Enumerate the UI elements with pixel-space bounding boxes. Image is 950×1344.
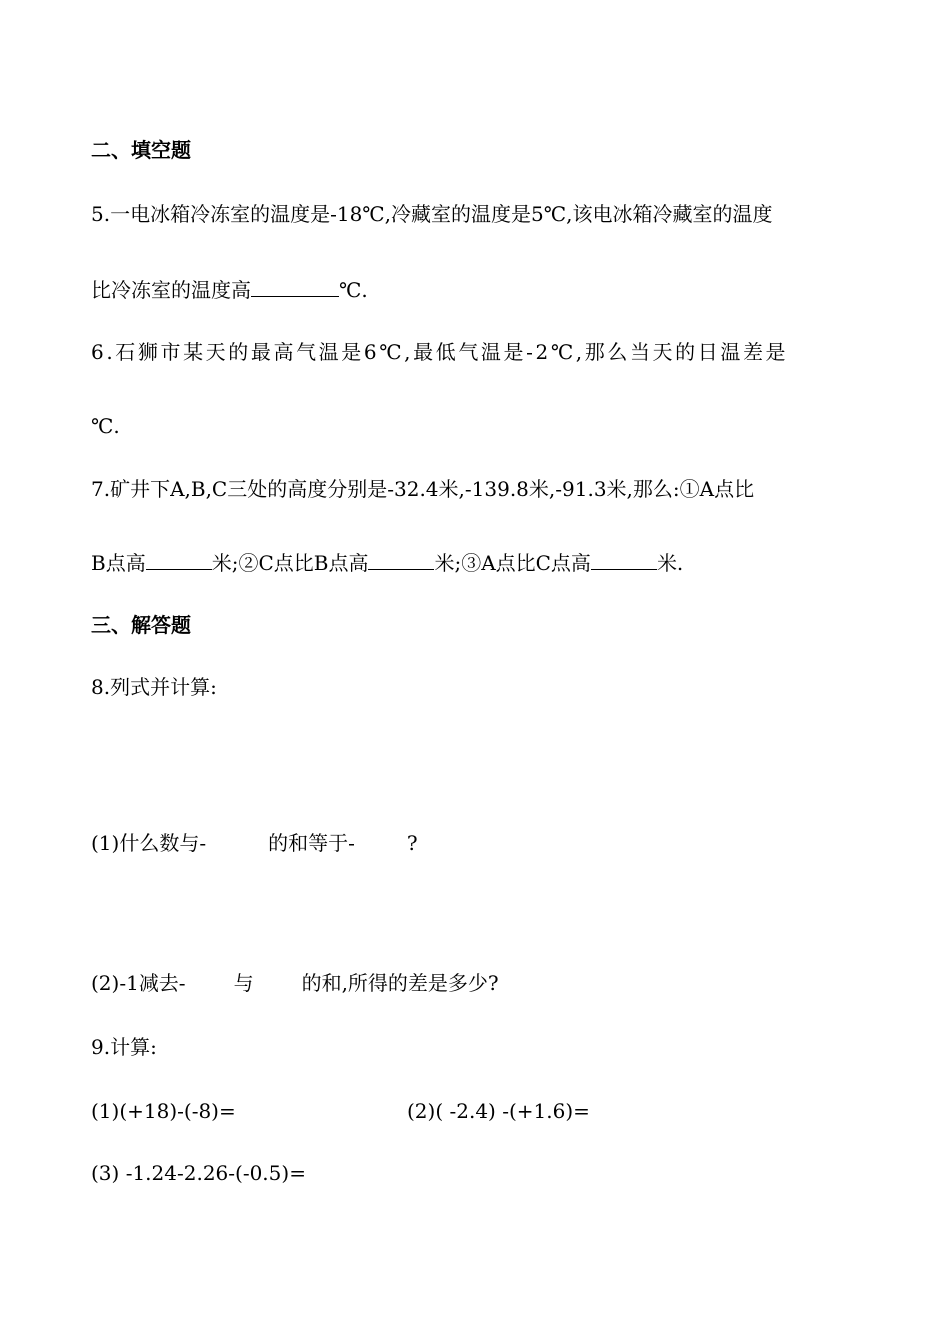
answer-blank-q7-1[interactable]: [146, 549, 212, 570]
answer-blank-q7-3[interactable]: [591, 549, 657, 570]
question-9-part-1: (1)(+18)-(-8)=: [91, 1099, 236, 1123]
question-6-line-2: ℃.: [91, 414, 120, 438]
answer-blank-q5[interactable]: [251, 276, 339, 297]
question-8-part-1: [91, 829, 418, 857]
question-5-text: 比冷冻室的温度高: [91, 278, 251, 302]
question-8-part-2: [91, 969, 499, 997]
question-5-line-2: [91, 276, 368, 304]
question-9-part-2: (2)( -2.4) -(+1.6)=: [407, 1099, 590, 1123]
section-heading-fill-blanks: 二、填空题: [91, 138, 191, 162]
question-5-unit: ℃.: [339, 278, 368, 302]
section-heading-answer: 三、解答题: [91, 613, 191, 637]
q8-part-2-c: 的和,所得的差是多少?: [301, 971, 499, 995]
question-7-seg-3: 米;③A点比C点高: [434, 551, 591, 575]
q8-part-2-b: 与: [233, 971, 254, 995]
question-7-line-1: 7.矿井下A,B,C三处的高度分别是-32.4米,-139.8米,-91.3米,那么:①A点比: [91, 477, 755, 501]
question-7-seg-2: 米;②C点比B点高: [211, 551, 369, 575]
question-5-line-1: 5.一电冰箱冷冻室的温度是-18℃,冷藏室的温度是5℃,该电冰箱冷藏室的温度: [91, 202, 773, 226]
question-7-seg-4: 米.: [656, 551, 684, 575]
question-9-title: 9.计算:: [91, 1035, 157, 1059]
q8-part-1-a: (1)什么数与-: [91, 831, 207, 855]
question-8-title: 8.列式并计算:: [91, 675, 217, 699]
question-7-line-2: [91, 549, 683, 577]
question-6-line-1: 6.石狮市某天的最高气温是6℃,最低气温是-2℃,那么当天的日温差是: [91, 340, 789, 364]
q8-part-1-b: 的和等于-: [268, 831, 355, 855]
answer-blank-q7-2[interactable]: [368, 549, 434, 570]
q8-part-1-c: ?: [406, 831, 418, 855]
question-7-seg-1: B点高: [91, 551, 146, 575]
question-9-part-3: (3) -1.24-2.26-(-0.5)=: [91, 1161, 306, 1185]
q8-part-2-a: (2)-1减去-: [91, 971, 186, 995]
